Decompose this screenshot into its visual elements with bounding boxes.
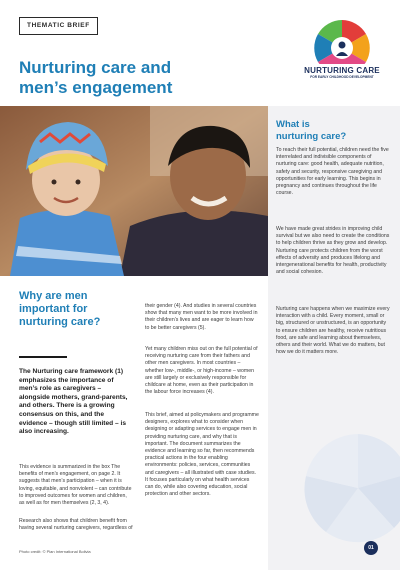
decorative-pie-graphic: [298, 428, 400, 548]
why-men-heading: [19, 290, 139, 329]
child-eye-right: [76, 180, 81, 185]
why-men-heading-line-2: important for: [19, 303, 88, 315]
father-and-child-photo: [0, 106, 268, 276]
body-paragraph-2: Research also shows that children benefit from having several nurturing caregivers, regardless of: [19, 518, 133, 532]
body-paragraph-1: This evidence is summarized in the box The benefits of men’s engagement, on page 2. It suggests that men’s participation – when it is loving, equitable, and nonviolent – can contribute to improved outcomes for women and children, as well as for men themselves (2, 3, 4).: [19, 464, 132, 507]
body-paragraph-3: their gender (4). And studies in several countries show that many men want to be more involved in their children’s lives and are eager to learn how to be better caregivers (5).: [145, 303, 258, 331]
why-men-heading-line-3: nurturing care?: [19, 316, 101, 328]
sidebar-title: [276, 119, 386, 142]
sidebar-paragraph-2: We have made great strides in improving child survival but we also need to create the conditions to help children thrive as they grow and develop. Nurturing care protects children from the worst effects of adversity and produces lifelong and intergenerational benefits for health, productivity and social cohesion.: [276, 226, 390, 276]
logo-name: NURTURING CARE: [304, 66, 380, 75]
sidebar-paragraph-1: To reach their full potential, children need the five interrelated and indivisible components of nurturing care: good health, adequate nutrition, safety and security, responsive caregiving and opportunities for early learning. This begins in pregnancy and continues throughout the life course.: [276, 147, 389, 197]
body-paragraph-4: Yet many children miss out on the full potential of receiving nurturing care from their fathers and other men caregivers. In most countries – whether low-, middle-, or high-income – women are still largely or exclusively responsible for childcare at home, even as their participation in the labour force increases (4).: [145, 346, 258, 396]
photo-credit: Photo credit: © Plan International Bolivia: [19, 549, 91, 554]
lead-paragraph: The Nurturing care framework (1) emphasizes the importance of men’s role as caregivers – alongside mothers, grand-parents, and others. There is a growing consensus on this, and the evidence – though still limited – is also increasing.: [19, 368, 128, 436]
sidebar-title-line-1: What is: [276, 119, 310, 130]
child-sweater: [10, 209, 124, 276]
thematic-brief-tag: THEMATIC BRIEF: [19, 17, 98, 35]
child-eye-left: [52, 180, 57, 185]
why-men-heading-line-1: Why are men: [19, 290, 88, 302]
page-title-line-1: Nurturing care and: [19, 58, 172, 77]
page-number: 01: [364, 541, 378, 555]
page-title: [19, 58, 249, 98]
logo-tagline: FOR EARLY CHILDHOOD DEVELOPMENT: [310, 75, 374, 79]
sidebar-paragraph-3: Nurturing care happens when we maximize every interaction with a child. Every moment, small or big, structured or unstructured, is an opportunity to ensure children are healthy, receive nutritious food, are safe and learning about themselves, others and their world. What we do matters, but how we do it matters more.: [276, 306, 390, 356]
sidebar-title-line-2: nurturing care?: [276, 130, 347, 142]
heading-divider: [19, 356, 67, 358]
logo-child-icon: [339, 42, 346, 49]
page-title-line-2: men’s engagement: [19, 78, 173, 97]
body-paragraph-5: This brief, aimed at policymakers and programme designers, explores what to consider when designing or adapting services to engage men in providing nurturing care, and why that is important. The document summarizes the evidence and learning so far, then recommends practical actions in the four enabling environments: policies, services, communities and caregivers – all illustrated with case studies. It focuses particularly on what health services can do, while also covering education, social protection and other sectors.: [145, 412, 259, 498]
